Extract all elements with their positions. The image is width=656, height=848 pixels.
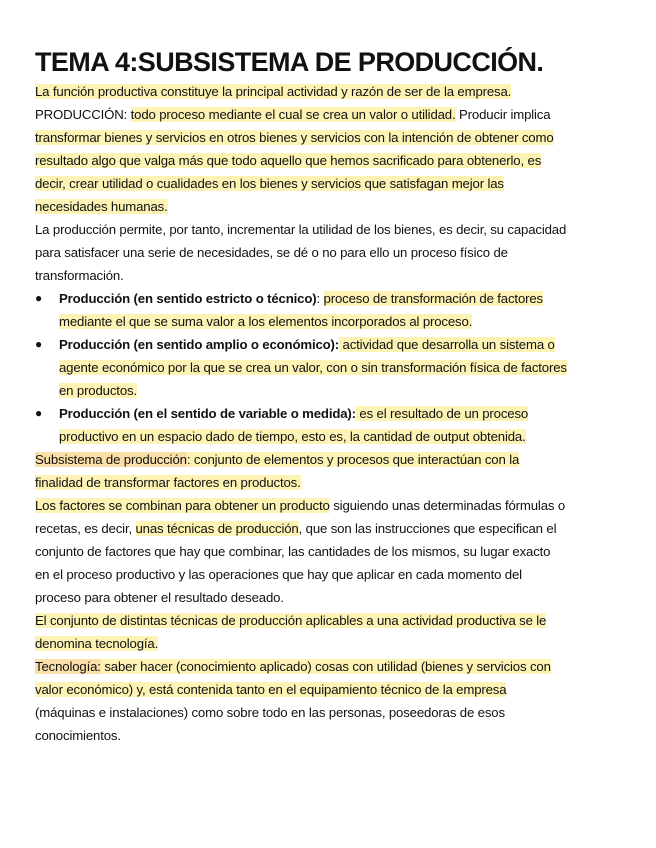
text-span: : bbox=[316, 291, 324, 306]
paragraph-line bbox=[35, 195, 635, 218]
highlight: valor económico) y, está contenida tanto en el equipamiento técnico de la empresa bbox=[35, 682, 507, 697]
paragraph-line bbox=[35, 609, 635, 632]
text-span: transformación. bbox=[35, 268, 124, 283]
bullet-text bbox=[35, 291, 543, 306]
paragraph-line bbox=[35, 701, 635, 724]
highlight: La función productiva constituye la principal actividad y razón de ser de la empresa. bbox=[35, 84, 512, 99]
highlight: proceso de transformación de factores bbox=[323, 291, 544, 306]
paragraph-line bbox=[35, 80, 635, 103]
highlight-orange: Tecnología: bbox=[35, 659, 101, 674]
text-span: para satisfacer una serie de necesidades, se dé o no para ello un proceso físico de bbox=[35, 245, 508, 260]
text-span: proceso para obtener el resultado deseado. bbox=[35, 590, 284, 605]
paragraph-line bbox=[35, 724, 635, 747]
paragraph-line bbox=[35, 218, 635, 241]
highlight: en productos. bbox=[59, 383, 137, 398]
bullet-term: Producción (en sentido amplio o económico): bbox=[59, 337, 340, 352]
highlight: decir, crear utilidad o cualidades en los bienes y servicios que satisfagan mejor las bbox=[35, 176, 504, 191]
paragraph-line bbox=[35, 517, 635, 540]
paragraph-line bbox=[35, 494, 635, 517]
document-body bbox=[35, 80, 635, 747]
paragraph-line bbox=[35, 632, 635, 655]
paragraph-line bbox=[35, 172, 635, 195]
highlight: saber hacer (conocimiento aplicado) cosas con utilidad (bienes y servicios con bbox=[100, 659, 551, 674]
bullet-text bbox=[35, 406, 528, 421]
paragraph-line bbox=[35, 540, 635, 563]
bullet-term: Producción (en el sentido de variable o medida): bbox=[59, 406, 356, 421]
text-span: PRODUCCIÓN: bbox=[35, 107, 131, 122]
highlight: denomina tecnología. bbox=[35, 636, 159, 651]
page-title: TEMA 4:SUBSISTEMA DE PRODUCCIÓN. bbox=[35, 47, 544, 77]
highlight: finalidad de transformar factores en productos. bbox=[35, 475, 301, 490]
paragraph-line bbox=[35, 149, 635, 172]
bullet-icon: ● bbox=[35, 406, 43, 420]
paragraph-line bbox=[35, 264, 635, 287]
highlight: actividad que desarrolla un sistema o bbox=[339, 337, 555, 352]
bullet-item bbox=[35, 402, 635, 425]
paragraph-line bbox=[35, 103, 635, 126]
bullet-continuation bbox=[35, 379, 635, 402]
bullet-icon: ● bbox=[35, 291, 43, 305]
text-span: La producción permite, por tanto, incrementar la utilidad de los bienes, es decir, su capacidad bbox=[35, 222, 567, 237]
bullet-continuation bbox=[35, 425, 635, 448]
paragraph-line bbox=[35, 241, 635, 264]
highlight: productivo en un espacio dado de tiempo, esto es, la cantidad de output obtenida. bbox=[59, 429, 526, 444]
bullet-icon: ● bbox=[35, 337, 43, 351]
text-span: conjunto de factores que hay que combinar, las cantidades de los mismos, su lugar exacto bbox=[35, 544, 551, 559]
text-span: , que son las instrucciones que especifican el bbox=[298, 521, 557, 536]
paragraph-line bbox=[35, 126, 635, 149]
highlight: es el resultado de un proceso bbox=[355, 406, 529, 421]
text-span: Producir implica bbox=[455, 107, 551, 122]
highlight: necesidades humanas. bbox=[35, 199, 168, 214]
paragraph-line bbox=[35, 448, 635, 471]
highlight: agente económico por la que se crea un valor, con o sin transformación física de factores bbox=[59, 360, 567, 375]
highlight: mediante el que se suma valor a los elementos incorporados al proceso. bbox=[59, 314, 473, 329]
highlight-orange: Subsistema de producción bbox=[35, 452, 187, 467]
text-span: siguiendo unas determinadas fórmulas o bbox=[329, 498, 566, 513]
bullet-continuation bbox=[35, 310, 635, 333]
text-span: en el proceso productivo y las operaciones que hay que aplicar en cada momento del bbox=[35, 567, 522, 582]
paragraph-line bbox=[35, 586, 635, 609]
paragraph-line bbox=[35, 471, 635, 494]
bullet-term: Producción (en sentido estricto o técnico) bbox=[59, 291, 317, 306]
bullet-continuation bbox=[35, 356, 635, 379]
text-span: recetas, es decir, bbox=[35, 521, 136, 536]
highlight: : conjunto de elementos y procesos que interactúan con la bbox=[186, 452, 520, 467]
text-span: (máquinas e instalaciones) como sobre todo en las personas, poseedoras de esos bbox=[35, 705, 505, 720]
highlight: Los factores se combinan para obtener un producto bbox=[35, 498, 330, 513]
paragraph-line bbox=[35, 563, 635, 586]
bullet-item bbox=[35, 333, 635, 356]
highlight: El conjunto de distintas técnicas de producción aplicables a una actividad productiva se le bbox=[35, 613, 547, 628]
highlight: todo proceso mediante el cual se crea un valor o utilidad. bbox=[130, 107, 456, 122]
highlight: transformar bienes y servicios en otros bienes y servicios con la intención de obtener como bbox=[35, 130, 554, 145]
bullet-item bbox=[35, 287, 635, 310]
paragraph-line bbox=[35, 678, 635, 701]
bullet-text bbox=[35, 337, 555, 352]
paragraph-line bbox=[35, 655, 635, 678]
highlight: resultado algo que valga más que todo aquello que hemos sacrificado para obtenerlo, es bbox=[35, 153, 542, 168]
text-span: conocimientos. bbox=[35, 728, 121, 743]
highlight: unas técnicas de producción bbox=[135, 521, 299, 536]
